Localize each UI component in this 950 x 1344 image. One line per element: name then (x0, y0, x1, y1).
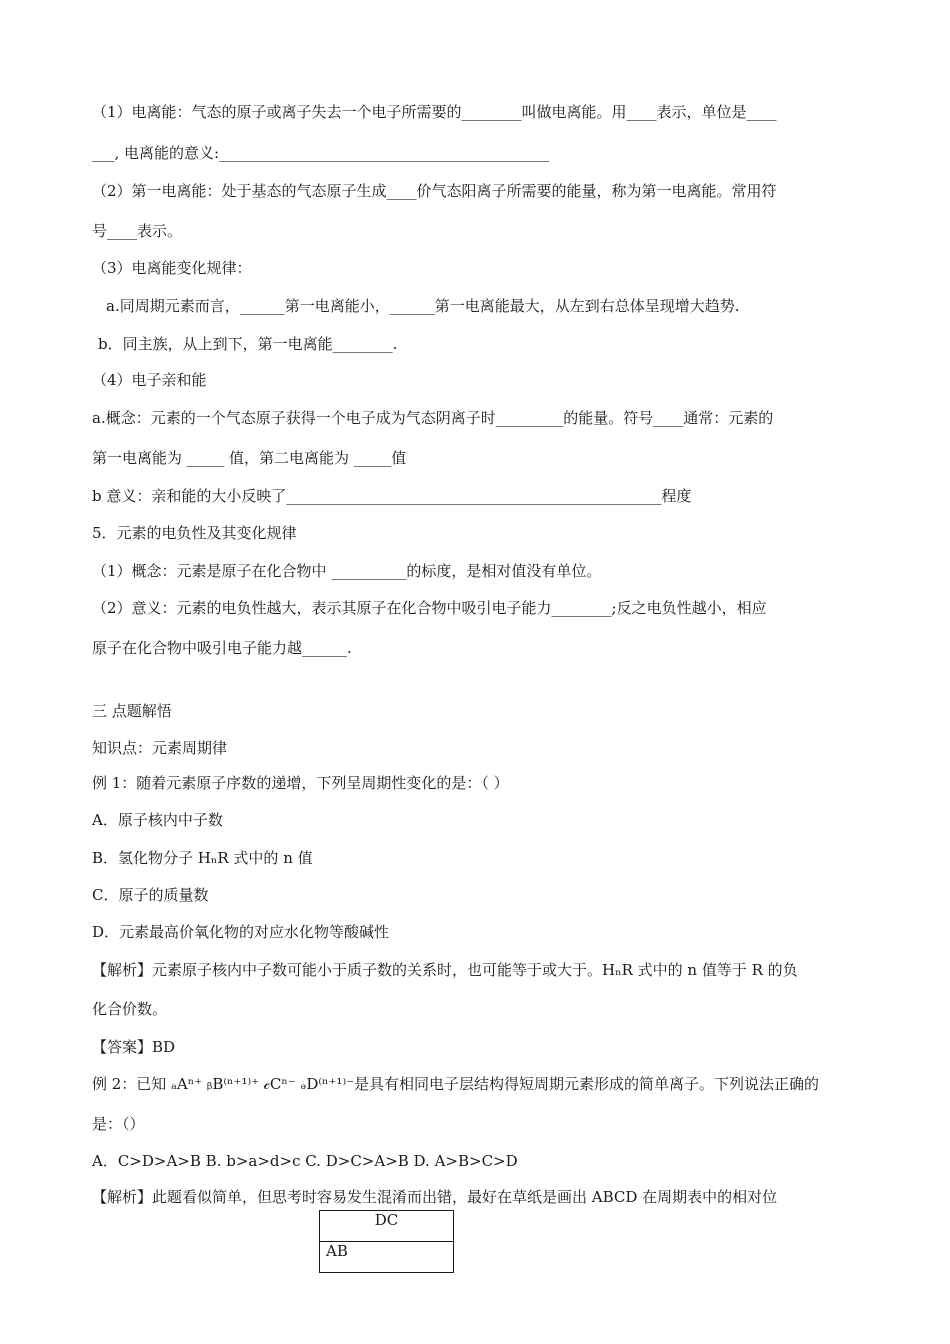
section-heading: 三 点题解悟 (92, 702, 172, 720)
table-cell-ab: AB (320, 1242, 454, 1273)
electron-affinity-concept: a.概念：元素的一个气态原子获得一个电子成为气态阴离子时_________的能量。符号____通常：元素的 (92, 409, 774, 427)
example-1-option-c: C．原子的质量数 (92, 886, 209, 904)
example-1-answer: 【答案】BD (92, 1038, 176, 1056)
electronegativity-concept: （1）概念：元素是原子在化合物中 __________的标度，是相对值没有单位。 (92, 562, 602, 580)
example-1-option-a: A．原子核内中子数 (92, 811, 223, 829)
electron-affinity-meaning: b 意义：亲和能的大小反映了__________________________________________________程度 (92, 487, 692, 505)
example-1-analysis-1: 【解析】元素原子核内中子数可能小于质子数的关系时，也可能等于或大于。HₙR 式中的 n 值等于 R 的负 (92, 961, 798, 979)
example-2-question-2: 是：（） (92, 1115, 145, 1133)
electron-affinity-heading: （4）电子亲和能 (92, 371, 207, 389)
ionization-energy-trend-heading: （3）电离能变化规律： (92, 259, 252, 277)
electron-affinity-values: 第一电离能为 _____ 值，第二电离能为 _____值 (92, 449, 407, 467)
ionization-energy-meaning: ___, 电离能的意义:____________________________________________ (92, 144, 550, 162)
table-row (320, 1211, 454, 1242)
example-1-analysis-2: 化合价数。 (92, 1000, 168, 1018)
example-1-option-b: B．氢化物分子 HₙR 式中的 n 值 (92, 849, 313, 867)
example-2-question-1: 例 2：已知 ₐAⁿ⁺ ᵦB⁽ⁿ⁺¹⁾⁺ 𝒸Cⁿ⁻ ₔD⁽ⁿ⁺¹⁾⁻是具有相同电子层结构得短周期元素形成的简单离子。下列说法正确的 (92, 1075, 820, 1093)
table-cell-dc: DC (320, 1211, 454, 1242)
knowledge-point: 知识点：元素周期律 (92, 739, 228, 757)
ionization-energy-definition: （1）电离能：气态的原子或离子失去一个电子所需要的________叫做电离能。用____表示，单位是____ (92, 103, 777, 121)
electronegativity-heading: 5．元素的电负性及其变化规律 (92, 524, 297, 542)
example-1-question: 例 1：随着元素原子序数的递增，下列呈周期性变化的是：（ ） (92, 774, 509, 792)
electronegativity-meaning-2: 原子在化合物中吸引电子能力越______. (92, 639, 352, 657)
trend-same-period: a.同周期元素而言，______第一电离能小，______第一电离能最大，从左到右总体呈现增大趋势. (106, 297, 740, 315)
trend-same-group: b．同主族，从上到下，第一电离能________. (98, 335, 398, 353)
table-row (320, 1242, 454, 1273)
first-ionization-energy-symbol: 号____表示。 (92, 222, 183, 240)
electronegativity-meaning-1: （2）意义：元素的电负性越大，表示其原子在化合物中吸引电子能力________;反之电负性越小，相应 (92, 599, 767, 617)
example-2-options: A．C>D>A>B B. b>a>d>c C. D>C>A>B D. A>B>C>D (92, 1152, 518, 1170)
first-ionization-energy-definition: （2）第一电离能：处于基态的气态原子生成____价气态阳离子所需要的能量，称为第一电离能。常用符 (92, 182, 777, 200)
periodic-position-table (319, 1210, 454, 1273)
example-1-option-d: D．元素最高价氧化物的对应水化物等酸碱性 (92, 923, 390, 941)
example-2-analysis: 【解析】此题看似简单，但思考时容易发生混淆而出错，最好在草纸是画出 ABCD 在周期表中的相对位 (92, 1188, 778, 1206)
